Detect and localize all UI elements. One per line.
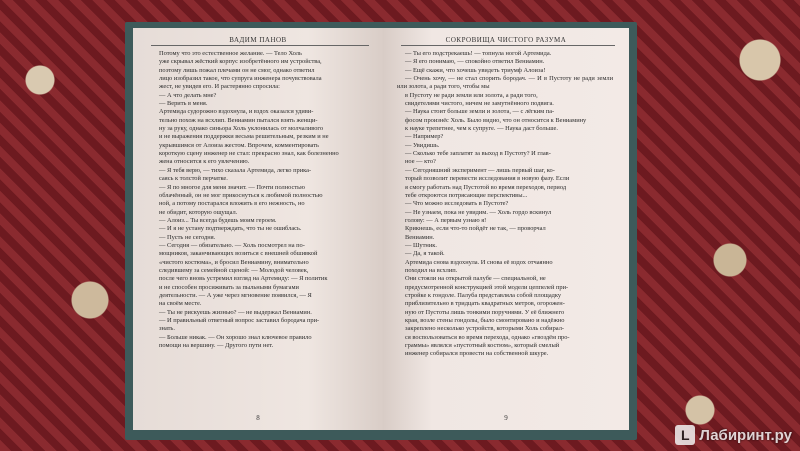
text-line: Артемида судорожно вздохнула, и вздох оказался удиви- [159,108,314,116]
left-page-text [151,50,371,350]
text-line: и не способен просиживать за пыльными бумагами [159,283,299,291]
right-running-header: СОКРОВИЩА ЧИСТОГО РАЗУМА [445,36,567,44]
text-line: знать. [159,325,175,333]
text-line: стройке к гондоле. Палуба представляла собой площадку [405,291,562,299]
text-line: Вениамин. [405,233,435,241]
left-running-header: ВАДИМ ПАНОВ [229,36,287,44]
text-line: жена относится к его увлечению. [159,158,250,166]
text-line: ной, а потому постарался вложить в его нежность, но [159,200,305,208]
text-line: походил на всхлип. [405,266,458,274]
text-line: уже скрывал жёсткий корпус изобретённого им устройства, [159,58,322,66]
text-line: ну за руку, однако синьора Холь уклонилась от молчаливого [159,125,324,133]
text-line: — Ты его подстрекаешь! — топнула ногой Артемида. [405,50,552,57]
text-line: — Очень хочу, — не стал спорить бородач. — И в Пустоту не ради земли или золота, а ради того, чтобы мы [397,75,613,91]
right-page-text [397,50,613,359]
text-line: тебе откроются потрясающие перспективы... [405,191,528,199]
text-line: «чистого костюма», и бросил Вениамину, внимательно [159,258,309,266]
text-line: — Увидишь. [405,141,440,149]
right-page [383,28,629,430]
text-line: Они стояли на открытой палубе — специальной, не [405,275,546,283]
text-line: — И правильный ответный вопрос заставил бородача при- [159,317,320,324]
text-line: — Алоиз... Ты всегда будешь моим героем. [159,216,277,224]
text-line: — Я тебя верю, — тихо сказала Артемида, легко прика- [159,166,312,174]
text-line: — Верить в меня. [159,100,208,108]
watermark [675,425,792,445]
text-line: саясь к толстой перчатке. [159,175,228,183]
text-line: помощи на вершину. — Другого пути нет. [159,342,274,350]
right-header-rule [401,45,615,46]
text-line: — Шутник. [405,241,437,249]
text-line: деятельности. — А уже через мгновение появился, — Я [159,291,312,299]
text-line: фосом произнёс Холь. Было видно, что он относится к Вениамину [405,116,587,124]
text-line: ся воспользоваться во время перехода, однако «гвоздём про- [405,333,570,341]
text-line: лицо изобразил такое, что супруга инженера почувствовала [159,75,322,83]
right-page-number: 9 [504,414,508,422]
text-line: короткую сцену инженер не стал: прекрасно знал, как болезненно [159,150,339,158]
text-line: — Сегодня — обязательно. — Холь посмотрел на по- [159,241,305,249]
text-line: не обидит, которую ощущал. [159,208,238,216]
text-line: предусмотренной конструкцией этой модели цеппелей при- [405,283,569,291]
text-line: следившему за семейной сценой: — Молодой человек, [159,266,309,274]
text-line: — Сегодняшний эксперимент — лишь первый шаг, ко- [405,166,555,174]
text-line: и не выражения поддержки весьма решительным, резким и не [159,133,329,141]
text-line: ное — кто? [405,158,436,166]
text-line: Крикнешь, если что-то пойдёт не так, — проворчал [405,225,546,233]
text-line: свидетелями чистого, ничем не замутнённого подвига. [405,100,554,108]
text-line: приблизительно в тридцать квадратных метров, огорожен- [405,300,565,308]
text-line: в Пустоту не ради земли или золота, а ради того, [405,91,538,99]
text-line: — Не узнаем, пока не увидим. — Холь гордо вскинул [405,208,552,216]
text-line: после чего вновь устремил взгляд на Артемиду: — Я политик [159,275,328,283]
text-line: мощников, заканчивающих возиться с внешней обшивкой [159,250,318,258]
text-line: — Например? [405,133,444,141]
text-line: граммы» являлся «пустотный костюм», который смелый [405,342,560,350]
text-line: на своём месте. [159,300,202,308]
text-line: к науке трепетнее, чем к супруге. — Наука даст больше. [405,125,558,133]
text-line: — Наука стоит больше земли и золота, — с лёгким па- [405,108,555,116]
text-line: — Пусть не сегодня. [159,233,216,241]
text-line: — Я по многое для меня значит. — Почти полностью [159,183,305,191]
text-line: ную от Пустоты лишь тонкими поручнями. У её ближнего [405,308,565,316]
text-line: торый позволит перевести исследования в новую фазу. Если [405,175,570,183]
text-line: — Ещё скажи, что хочешь увидеть триумф Алоиза! [405,66,546,74]
text-line: — Да, я такой. [405,250,445,258]
text-line: Потому что это естественное желание. — Тело Холь [159,50,302,57]
text-line: закреплено несколько устройств, которыми Холь собирал- [405,325,565,333]
text-line: — Что можно исследовать в Пустоте? [405,200,509,208]
text-line: облачённый, он не мог прикоснуться к любимой полностью [159,191,323,199]
text-line: — И я не устану подтверждать, что ты не ошиблась. [159,225,302,233]
text-line: укрывшимся от Алоиза жестом. Впрочем, комментировать [159,141,319,149]
left-page [133,28,383,430]
text-line: инженер собирался провести на собственной шкуре. [405,350,549,358]
text-line: — А что делать мне? [159,91,217,99]
watermark-text: Лабиринт.ру [699,426,792,444]
text-line: поэтому лишь пожал плечами он не смог, однако ответил [159,66,315,74]
open-book [125,22,637,440]
labirint-logo-icon: L [675,425,695,445]
left-page-number: 8 [256,414,260,422]
text-line: — Больше никак. — Он хорошо знал ключевое правило [159,333,312,341]
text-line: тельно похож на всхлип. Вениамин пытался взять женщи- [159,116,318,124]
text-line: Артемида снова вздохнула. И снова её вздох отчаянно [405,258,553,266]
text-line: — Сколько тебе заплатят за выход в Пустоту? И глав- [405,150,551,158]
text-line: голову: — А первым узнаю я! [405,216,487,224]
left-header-rule [151,45,369,46]
text-line: — Ты не рискуешь жизнью? — не выдержал Вениамин. [159,308,312,316]
text-line: жест, не увидев его. И растерянно спросила: [159,83,280,91]
text-line: я смогу работать над Пустотой во время переходов, период [405,183,567,191]
text-line: края, возле стены гондолы, было смонтировано и надёжно [405,317,565,324]
text-line: — Я его понимаю, — спокойно ответил Вениамин. [405,58,545,66]
